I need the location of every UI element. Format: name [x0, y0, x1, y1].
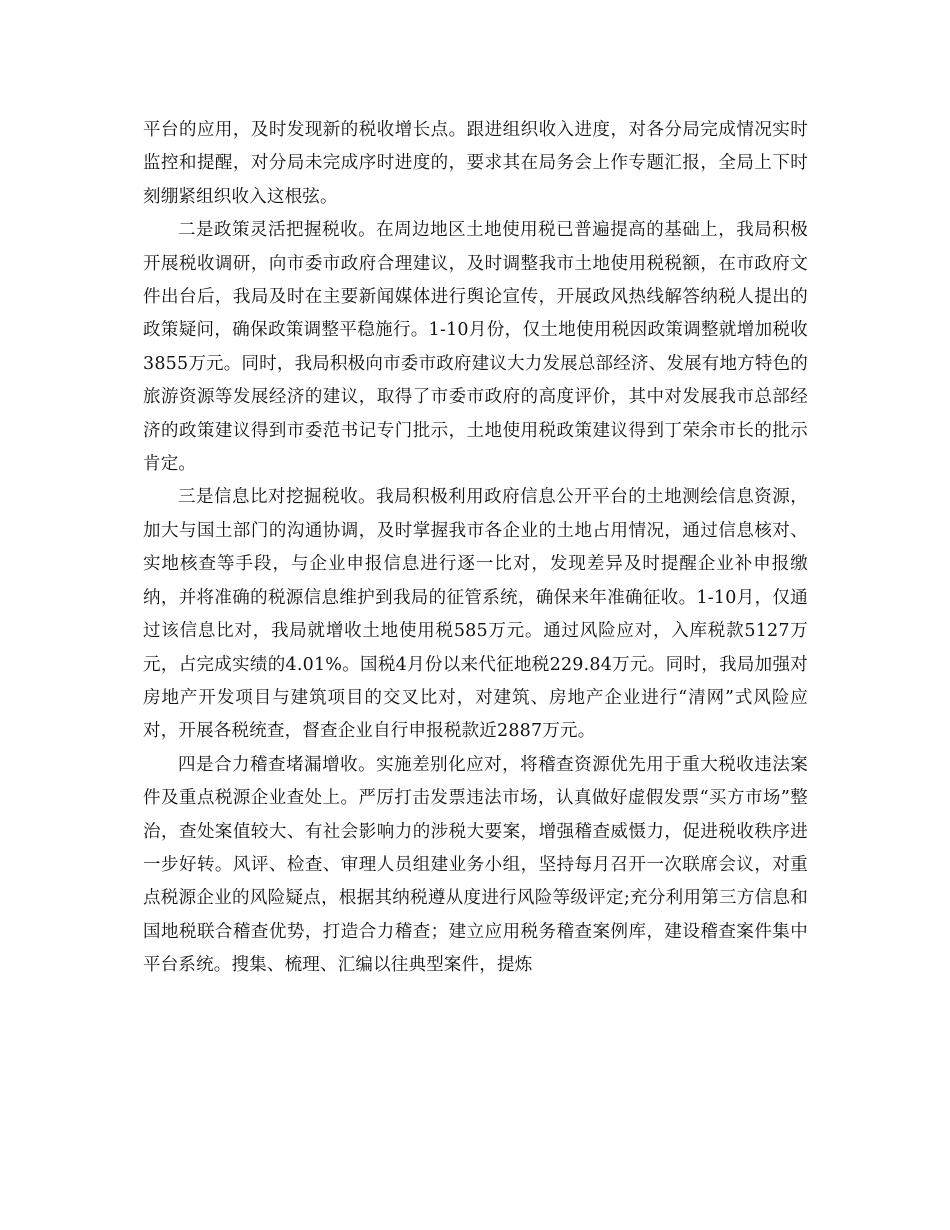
paragraph-continued: 平台的应用，及时发现新的税收增长点。跟进组织收入进度，对各分局完成情况实时监控和提醒，对分局未完成序时进度的，要求其在局务会上作专题汇报，全局上下时刻绷紧组织收入这根弦。 — [143, 120, 808, 207]
document-body — [143, 114, 808, 983]
paragraph-joint-inspection: 四是合力稽查堵漏增收。实施差别化应对，将稽查资源优先用于重大税收违法案件及重点税源企业查处上。严厉打击发票违法市场，认真做好虚假发票“买方市场”整治，查处案值较大、有社会影响力的涉税大要案，增强稽查威慑力，促进税收秩序进一步好转。风评、检查、审理人员组建业务小组，坚持每月召开一次联席会议，对重点税源企业的风险疑点，根据其纳税遵从度进行风险等级评定;充分利用第三方信息和国地税联合稽查优势，打造合力稽查；建立应用税务稽查案例库，建设稽查案件集中平台系统。搜集、梳理、汇编以往典型案件，提炼 — [143, 754, 808, 976]
paragraph-policy-tax: 二是政策灵活把握税收。在周边地区土地使用税已普遍提高的基础上，我局积极开展税收调研，向市委市政府合理建议，及时调整我市土地使用税税额，在市政府文件出台后，我局及时在主要新闻媒体进行舆论宣传，开展政风热线解答纳税人提出的政策疑问，确保政策调整平稳施行。1-10月份，仅土地使用税因政策调整就增加税收3855万元。同时，我局积极向市委市政府建议大力发展总部经济、发展有地方特色的旅游资源等发展经济的建议，取得了市委市政府的高度评价，其中对发展我市总部经济的政策建议得到市委范书记专门批示，土地使用税政策建议得到丁荣余市长的批示肯定。 — [143, 220, 808, 475]
paragraph-info-comparison: 三是信息比对挖掘税收。我局积极利用政府信息公开平台的土地测绘信息资源，加大与国土部门的沟通协调，及时掌握我市各企业的土地占用情况，通过信息核对、实地核查等手段，与企业申报信息进行逐一比对，发现差异及时提醒企业补申报缴纳，并将准确的税源信息维护到我局的征管系统，确保来年准确征收。1-10月，仅通过该信息比对，我局就增收土地使用税585万元。通过风险应对，入库税款5127万元，占完成实绩的4.01%。国税4月份以来代征地税229.84万元。同时，我局加强对房地产开发项目与建筑项目的交叉比对，对建筑、房地产企业进行“清网”式风险应对，开展各税统查，督查企业自行申报税款近2887万元。 — [143, 487, 808, 742]
